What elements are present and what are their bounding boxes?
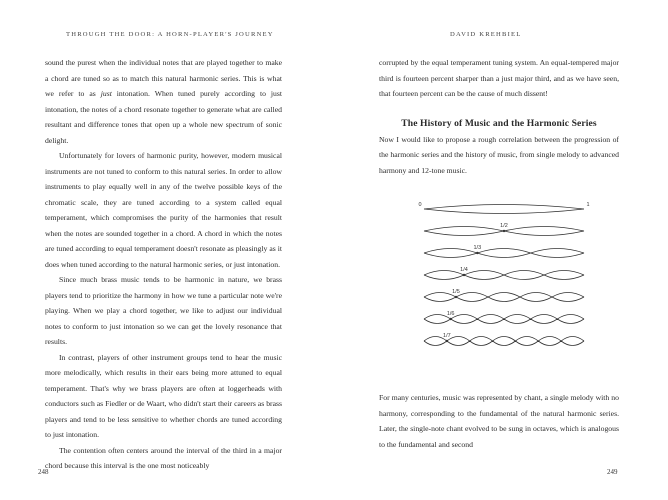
node-marker (449, 318, 451, 320)
node-label: 1/5 (452, 289, 460, 295)
paragraph: For many centuries, music was represented by chant, a single melody with no harmony, corresponding to the fundamental of the natural harmonic series. Later, the single-note chant evolved to be sung in octaves, which is analogous to the fundamental and second (379, 393, 619, 449)
running-header-left: THROUGH THE DOOR: A HORN-PLAYER'S JOURNEY (66, 31, 274, 38)
harmonic-wave-5-lower (424, 297, 584, 302)
harmonic-wave-4-upper (424, 271, 584, 276)
harmonic-wave-7-lower (424, 341, 584, 346)
node-label: 1/4 (460, 267, 468, 273)
harmonic-wave-1-lower (424, 209, 584, 214)
start-label: 0 (418, 202, 422, 208)
harmonic-series-diagram (414, 197, 594, 377)
node-marker (463, 274, 465, 276)
node-marker (455, 296, 457, 298)
emphasis-text: just (100, 89, 112, 98)
harmonic-wave-4-lower (424, 275, 584, 280)
page-number-left: 248 (38, 468, 49, 476)
harmonic-wave-1-upper (424, 205, 584, 210)
paragraph: Unfortunately for lovers of harmonic purity, however, modern musical instruments are not tuned to conform to this natural series. In order to allow instruments to play equally well in any of the twelve possible keys of the chromatic scale, they are tuned according to a system called equal temperament, which compromises the purity of the harmonies that result when the notes are sounded together in a chord. A chord in which the notes are tuned according to equal temperament doesn't resonate as pleasingly as it does when tuned according to the natural harmonic series, or just intonation. (45, 151, 282, 269)
end-label: 1 (586, 202, 590, 208)
harmonic-wave-5-upper (424, 293, 584, 298)
node-label: 1/2 (500, 223, 508, 229)
paragraph: In contrast, players of other instrument groups tend to hear the music more melodically, which results in their ears being more attuned to equal temperament. That's why we brass players are often at loggerheads with conductors such as Fiedler or de Waart, who didn't start their careers as brass players and tend to be less sensitive to whether chords are tuned according to just intonation. (45, 352, 282, 439)
text-run: intonation. When tuned purely according to just intonation, the notes of a chord resonate together to generate what are called resultant and difference tones that open up a whole new spectrum of sonic delight. (45, 89, 282, 145)
node-marker (446, 340, 448, 342)
left-body-text (45, 55, 282, 474)
paragraph: Now I would like to propose a rough correlation between the progression of the harmonic series and the history of music, from single melody to advanced harmony and 12-tone music. (379, 134, 619, 175)
harmonic-wave-3-upper (424, 249, 584, 254)
paragraph: The contention often centers around the interval of the third in a major chord because this interval is the one most noticeably (45, 445, 282, 470)
harmonic-wave-6-lower (424, 319, 584, 324)
right-page (334, 0, 668, 500)
harmonic-wave-3-lower (424, 253, 584, 258)
node-marker (503, 230, 505, 232)
running-header-right: DAVID KREHBIEL (450, 31, 522, 38)
node-label: 1/6 (446, 311, 455, 317)
paragraph (45, 55, 282, 148)
page-number-right: 249 (607, 468, 618, 476)
text-run: sound the purest when the individual notes that are played together to make a chord are tuned so as to match this natural harmonic series. This is what we refer to as (45, 58, 282, 98)
node-label: 1/3 (473, 245, 482, 251)
paragraph: Since much brass music tends to be harmonic in nature, we brass players tend to prioritize the harmony in how we tune a particular note we're playing. When we play a chord together, we like to adjust our individual notes to conform to just intonation so we can get the lovely resonance that results. (45, 275, 282, 346)
paragraph: corrupted by the equal temperament tuning system. An equal-tempered major third is fourteen percent sharper than a just major third, and as we have seen, that fourteen percent can be the cause of much dissent! (379, 58, 619, 98)
node-label: 1/7 (443, 333, 451, 339)
right-body-text (379, 55, 619, 178)
section-heading: The History of Music and the Harmonic Series (401, 117, 597, 129)
node-marker (476, 252, 478, 254)
